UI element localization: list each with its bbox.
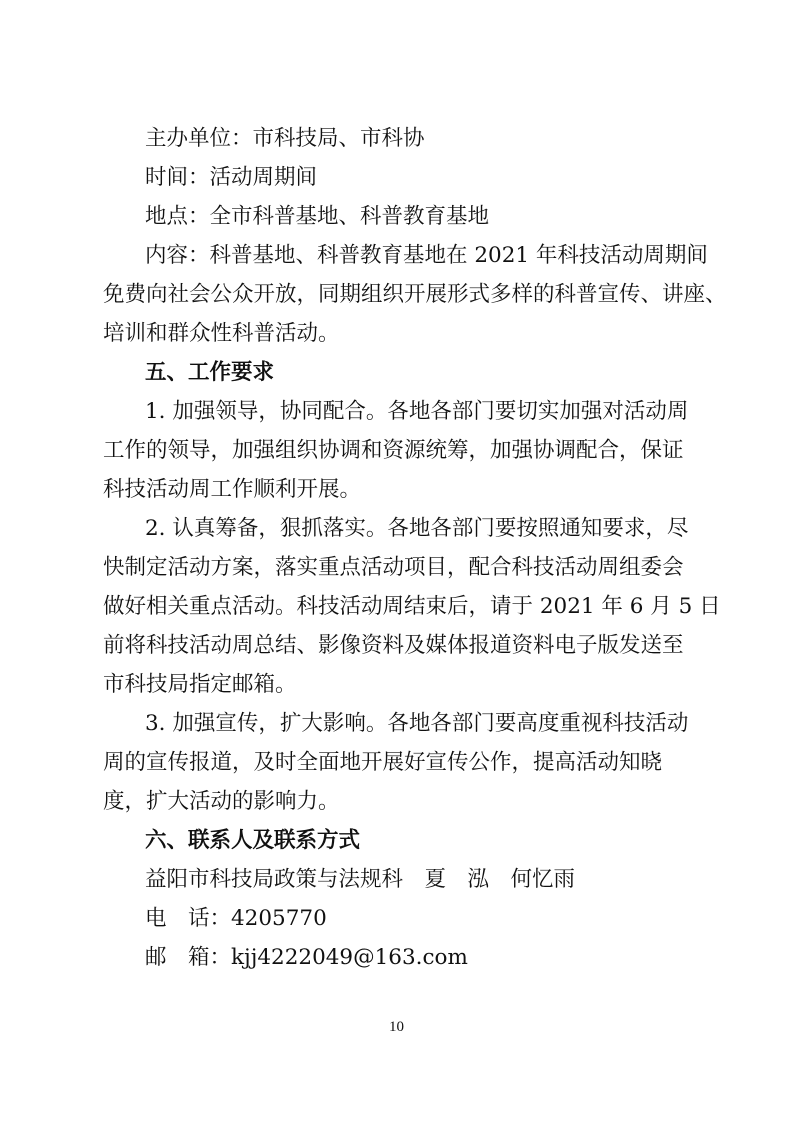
requirement-3-line-3: 度，扩大活动的影响力。 — [103, 789, 340, 814]
requirement-1-line-1: 1. 加强领导，协同配合。各地各部门要切实加强对活动周 — [145, 399, 689, 424]
page-number: 10 — [389, 1019, 404, 1035]
section-heading-contacts: 六、联系人及联系方式 — [145, 828, 361, 853]
content-line-2: 免费向社会公众开放，同期组织开展形式多样的科普宣传、讲座、 — [103, 282, 727, 307]
section-heading-work-requirements: 五、工作要求 — [145, 360, 275, 385]
requirement-3-line-2: 周的宣传报道，及时全面地开展好宣传公作，提高活动知晓 — [103, 750, 663, 775]
requirement-2-line-4: 前将科技活动周总结、影像资料及媒体报道资料电子版发送至 — [103, 633, 684, 658]
contact-email: 邮 箱：kjj4222049@163.com — [145, 945, 468, 970]
requirement-1-line-3: 科技活动周工作顺利开展。 — [103, 477, 362, 502]
content-line-1: 内容：科普基地、科普教育基地在 2021 年科技活动周期间 — [145, 243, 708, 268]
organizer-line: 主办单位：市科技局、市科协 — [145, 126, 425, 151]
content-line-3: 培训和群众性科普活动。 — [103, 321, 340, 346]
requirement-2-line-3: 做好相关重点活动。科技活动周结束后，请于 2021 年 6 月 5 日 — [103, 594, 721, 619]
location-line: 地点：全市科普基地、科普教育基地 — [145, 204, 490, 229]
contact-persons: 益阳市科技局政策与法规科 夏 泓 何忆雨 — [145, 867, 576, 892]
requirement-2-line-1: 2. 认真筹备，狠抓落实。各地各部门要按照通知要求，尽 — [145, 516, 689, 541]
requirement-1-line-2: 工作的领导，加强组织协调和资源统筹，加强协调配合，保证 — [103, 438, 684, 463]
time-line: 时间：活动周期间 — [145, 165, 318, 190]
requirement-3-line-1: 3. 加强宣传，扩大影响。各地各部门要高度重视科技活动 — [145, 711, 689, 736]
requirement-2-line-2: 快制定活动方案，落实重点活动项目，配合科技活动周组委会 — [103, 555, 684, 580]
contact-phone: 电 话：4205770 — [145, 906, 327, 931]
requirement-2-line-5: 市科技局指定邮箱。 — [103, 672, 297, 697]
